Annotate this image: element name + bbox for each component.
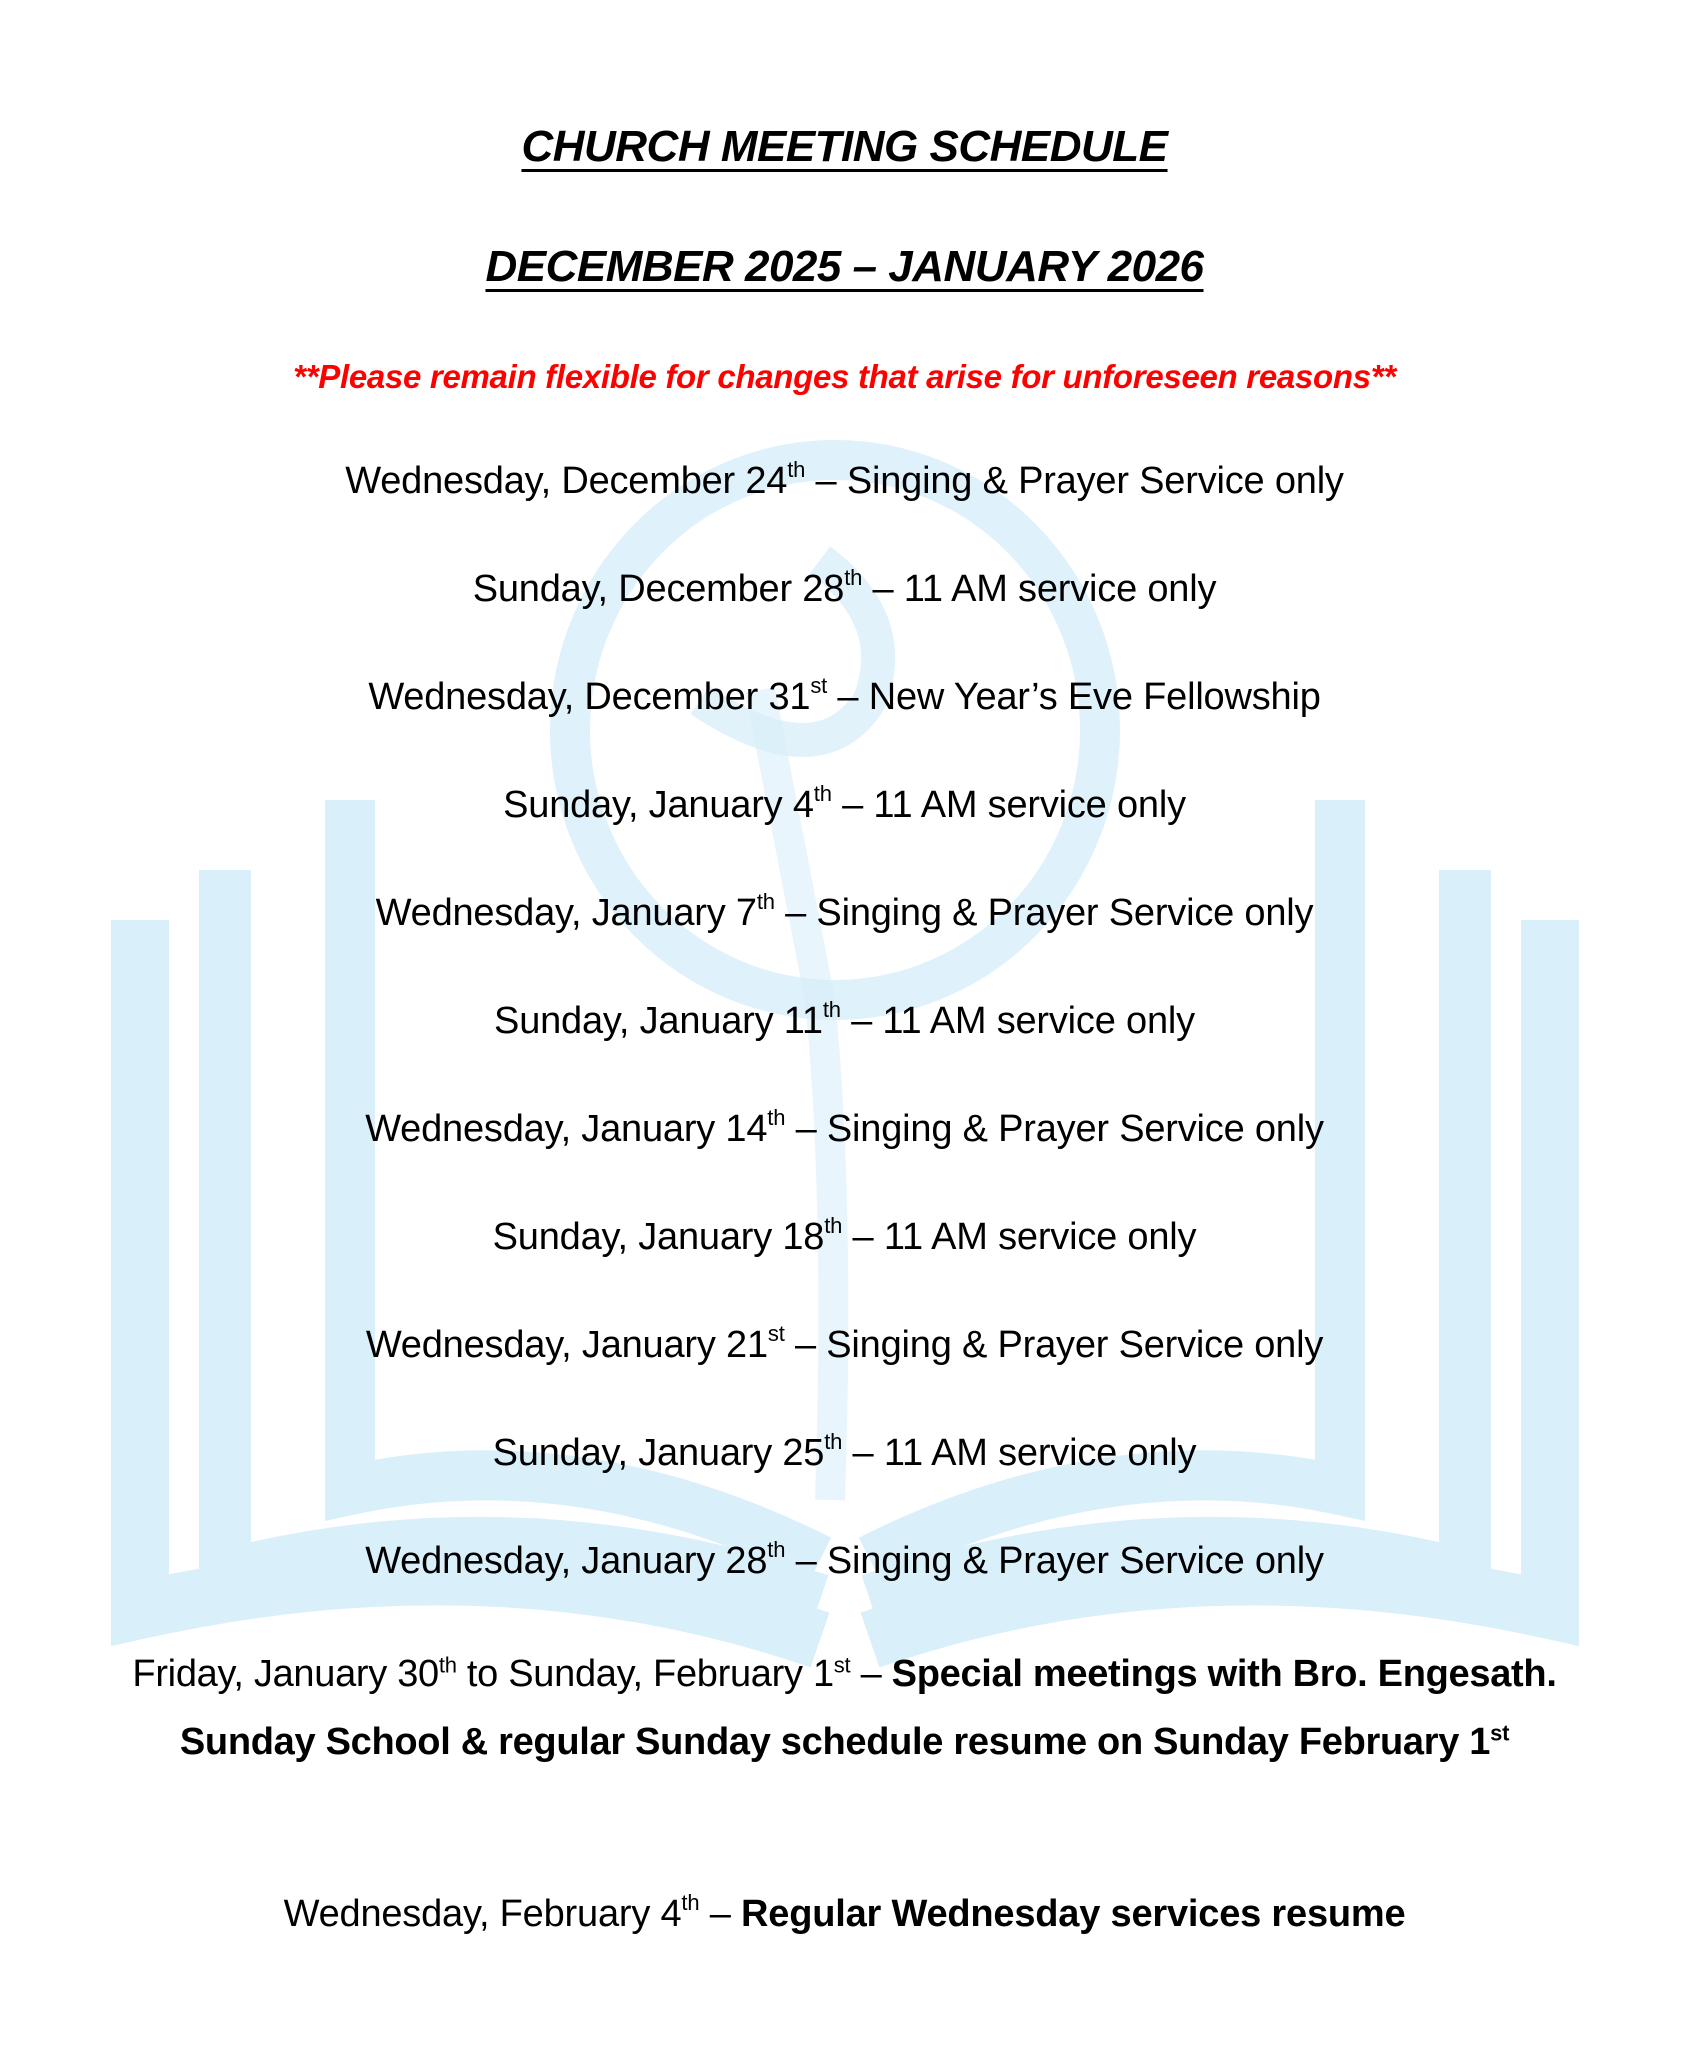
entry-date-suffix: th (824, 1213, 843, 1239)
date-range-heading: DECEMBER 2025 – JANUARY 2026 (485, 242, 1204, 291)
entry-date-suffix: st (767, 1321, 785, 1347)
schedule-entry (0, 565, 1689, 611)
entry-date: Wednesday, December 31 (368, 676, 811, 718)
schedule-entry (0, 889, 1689, 935)
entry-date: Sunday, December 28 (472, 568, 845, 610)
entry-date-suffix: th (767, 1537, 786, 1563)
entry-date-suffix: th (787, 457, 806, 483)
entry-description: – New Year’s Eve Fellowship (827, 676, 1321, 718)
entry-date: Wednesday, December 24 (345, 460, 788, 502)
special-dash: – (850, 1653, 892, 1695)
schedule-entry (0, 457, 1689, 503)
schedule-entry (0, 781, 1689, 827)
entry-date-suffix: th (822, 997, 841, 1023)
special-description-suffix: st (1490, 1720, 1510, 1746)
schedule-entry (0, 1321, 1689, 1367)
schedule-entry (0, 1213, 1689, 1259)
final-description: Regular Wednesday services resume (741, 1893, 1406, 1935)
entry-date: Wednesday, January 7 (375, 892, 757, 934)
entry-description: – 11 AM service only (842, 1216, 1197, 1258)
special-start-suffix: th (438, 1652, 457, 1678)
special-start-date: Friday, January 30 (132, 1653, 439, 1695)
entry-description: – Singing & Prayer Service only (785, 1108, 1324, 1150)
final-date-suffix: th (681, 1890, 700, 1916)
entry-date-suffix: st (810, 673, 828, 699)
entry-description: – 11 AM service only (862, 568, 1217, 610)
final-dash: – (699, 1893, 742, 1935)
entry-description: – 11 AM service only (840, 1000, 1195, 1042)
entry-description: – 11 AM service only (842, 1432, 1197, 1474)
entry-date: Wednesday, January 21 (365, 1324, 768, 1366)
final-date: Wednesday, February 4 (283, 1893, 682, 1935)
schedule-entry (0, 673, 1689, 719)
schedule-entry (0, 1537, 1689, 1583)
entry-date: Sunday, January 11 (494, 1000, 823, 1042)
entry-description: – 11 AM service only (831, 784, 1186, 826)
entry-date-suffix: th (844, 565, 863, 591)
entry-date: Sunday, January 25 (492, 1432, 825, 1474)
flexibility-notice: **Please remain flexible for changes that arise for unforeseen reasons** (293, 358, 1396, 395)
schedule-entry (0, 997, 1689, 1043)
entry-description: – Singing & Prayer Service only (784, 1324, 1324, 1366)
special-meetings-entry (110, 1640, 1579, 1776)
final-entry (0, 1890, 1689, 1936)
entry-date-suffix: th (824, 1429, 843, 1455)
entry-description: – Singing & Prayer Service only (785, 1540, 1324, 1582)
special-end-suffix: st (833, 1652, 851, 1678)
entry-date-suffix: th (756, 889, 775, 915)
entry-date: Wednesday, January 28 (365, 1540, 768, 1582)
document-title: CHURCH MEETING SCHEDULE (521, 122, 1168, 171)
entry-date: Sunday, January 18 (492, 1216, 825, 1258)
special-description: Special meetings with Bro. Engesath. Sunday School & regular Sunday schedule resume on Sunday February 1 (179, 1653, 1557, 1763)
entry-date: Wednesday, January 14 (365, 1108, 768, 1150)
entry-date-suffix: th (813, 781, 832, 807)
special-end-date: to Sunday, February 1 (456, 1653, 834, 1695)
entry-description: – Singing & Prayer Service only (774, 892, 1314, 934)
entry-date: Sunday, January 4 (503, 784, 814, 826)
entry-description: – Singing & Prayer Service only (805, 460, 1344, 502)
entry-date-suffix: th (767, 1105, 786, 1131)
schedule-entry (0, 1429, 1689, 1475)
schedule-entry (0, 1105, 1689, 1151)
